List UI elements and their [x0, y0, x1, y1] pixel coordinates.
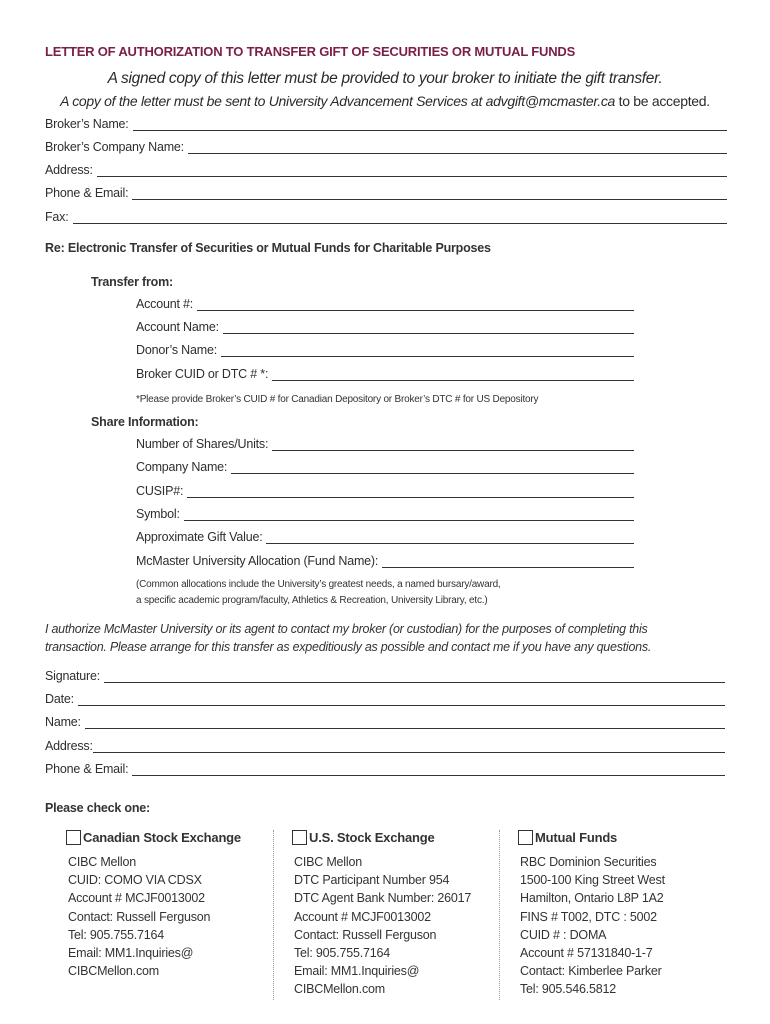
- date-field[interactable]: [45, 692, 725, 706]
- donor-address-field[interactable]: [45, 739, 725, 753]
- info-line: DTC Participant Number 954: [294, 873, 450, 888]
- field-label: Broker CUID or DTC # *:: [136, 367, 269, 381]
- field-label: Donor’s Name:: [136, 343, 217, 357]
- authorization-line2: transaction. Please arrange for this transfer as expeditiously as possible and contact me if you have any questions.: [45, 640, 652, 654]
- input-line[interactable]: [97, 167, 727, 177]
- account-name-field[interactable]: [136, 320, 634, 334]
- cusip-field[interactable]: [136, 484, 634, 498]
- shares-units-field[interactable]: [136, 437, 634, 451]
- field-label: Broker’s Company Name:: [45, 140, 184, 154]
- canadian-checkbox[interactable]: [66, 830, 81, 845]
- document-title: LETTER OF AUTHORIZATION TO TRANSFER GIFT OF SECURITIES OR MUTUAL FUNDS: [45, 44, 576, 59]
- info-line: CIBCMellon.com: [294, 982, 385, 997]
- input-line[interactable]: [104, 673, 725, 683]
- input-line[interactable]: [132, 766, 725, 776]
- input-line[interactable]: [132, 190, 727, 200]
- column-divider: [499, 830, 500, 1000]
- info-line: CIBC Mellon: [294, 855, 362, 869]
- input-line[interactable]: [93, 743, 725, 753]
- field-label: Date:: [45, 692, 74, 706]
- input-line[interactable]: [187, 488, 634, 498]
- mutual-funds-checkbox[interactable]: [518, 830, 533, 845]
- column-divider: [273, 830, 274, 1000]
- info-line: CIBCMellon.com: [68, 964, 159, 979]
- broker-name-field[interactable]: [45, 117, 727, 131]
- option-canadian: [66, 830, 241, 980]
- field-label: Company Name:: [136, 460, 228, 474]
- field-label: Phone & Email:: [45, 186, 129, 200]
- symbol-field[interactable]: [136, 507, 634, 521]
- info-line: Account # 57131840-1-7: [520, 946, 653, 961]
- broker-cuid-dtc-field[interactable]: [136, 367, 634, 381]
- info-line: Hamilton, Ontario L8P 1A2: [520, 891, 664, 906]
- field-label: Account Name:: [136, 320, 219, 334]
- info-line: DTC Agent Bank Number: 26017: [294, 891, 472, 906]
- broker-phone-email-field[interactable]: [45, 186, 727, 200]
- input-line[interactable]: [184, 511, 634, 521]
- field-label: Symbol:: [136, 507, 180, 521]
- transfer-from-heading: Transfer from:: [91, 275, 173, 289]
- field-label: Broker’s Name:: [45, 117, 129, 131]
- field-label: Fax:: [45, 210, 69, 224]
- copy-note-tail: to be accepted.: [615, 93, 710, 109]
- input-line[interactable]: [85, 719, 725, 729]
- input-line[interactable]: [73, 214, 727, 224]
- broker-fax-field[interactable]: [45, 210, 727, 224]
- re-heading: Re: Electronic Transfer of Securities or Mutual Funds for Charitable Purposes: [45, 241, 491, 255]
- subtitle: A signed copy of this letter must be provided to your broker to initiate the gift transfer.: [107, 70, 663, 87]
- broker-company-field[interactable]: [45, 140, 727, 154]
- info-line: 1500-100 King Street West: [520, 873, 665, 888]
- allocation-fund-field[interactable]: [136, 554, 634, 568]
- field-label: Name:: [45, 715, 81, 729]
- input-line[interactable]: [223, 324, 634, 334]
- input-line[interactable]: [231, 464, 634, 474]
- field-label: Number of Shares/Units:: [136, 437, 269, 451]
- us-checkbox[interactable]: [292, 830, 307, 845]
- allocation-note-line1: (Common allocations include the University’s greatest needs, a named bursary/award,: [136, 579, 501, 590]
- name-field[interactable]: [45, 715, 725, 729]
- info-line: CUID # : DOMA: [520, 927, 607, 942]
- cuid-note: *Please provide Broker’s CUID # for Canadian Depository or Broker’s DTC # for US Depository: [136, 394, 539, 405]
- input-line[interactable]: [78, 696, 725, 706]
- info-line: Email: MM1.Inquiries@: [294, 964, 420, 979]
- info-line: Tel: 905.546.5812: [520, 982, 616, 997]
- field-label: Phone & Email:: [45, 762, 129, 776]
- input-line[interactable]: [221, 347, 634, 357]
- input-line[interactable]: [382, 558, 634, 568]
- info-line: Tel: 905.755.7164: [68, 927, 164, 942]
- info-line: CUID: COMO VIA CDSX: [68, 873, 202, 888]
- gift-value-field[interactable]: [136, 530, 634, 544]
- account-number-field[interactable]: [136, 297, 634, 311]
- copy-note: [0, 93, 770, 109]
- input-line[interactable]: [272, 441, 634, 451]
- canadian-label: Canadian Stock Exchange: [83, 830, 241, 845]
- input-line[interactable]: [266, 534, 634, 544]
- info-line: CIBC Mellon: [68, 855, 136, 869]
- info-line: Contact: Russell Ferguson: [68, 909, 211, 924]
- info-line: RBC Dominion Securities: [520, 855, 657, 869]
- field-label: Approximate Gift Value:: [136, 530, 263, 544]
- info-line: Account # MCJF0013002: [68, 891, 205, 906]
- allocation-note-line2: a specific academic program/faculty, Athletics & Recreation, University Library, etc.): [136, 595, 488, 606]
- us-label: U.S. Stock Exchange: [309, 830, 435, 845]
- field-label: Account #:: [136, 297, 194, 311]
- input-line[interactable]: [133, 121, 727, 131]
- donor-phone-email-field[interactable]: [45, 762, 725, 776]
- mutual-funds-label: Mutual Funds: [535, 830, 618, 845]
- input-line[interactable]: [188, 144, 727, 154]
- info-line: Email: MM1.Inquiries@: [68, 946, 194, 961]
- field-label: Signature:: [45, 669, 100, 683]
- info-line: Contact: Kimberlee Parker: [520, 964, 662, 979]
- info-line: Contact: Russell Ferguson: [294, 927, 437, 942]
- field-label: CUSIP#:: [136, 484, 184, 498]
- check-heading: Please check one:: [45, 801, 150, 815]
- field-label: Address:: [45, 739, 93, 753]
- field-label: McMaster University Allocation (Fund Name):: [136, 554, 379, 568]
- input-line[interactable]: [272, 371, 634, 381]
- authorization-line1: I authorize McMaster University or its agent to contact my broker (or custodian) for the purposes of completing this: [45, 622, 648, 636]
- share-info-heading: Share Information:: [91, 415, 199, 429]
- option-us: [292, 830, 471, 999]
- input-line[interactable]: [197, 301, 634, 311]
- info-line: FINS # T002, DTC : 5002: [520, 909, 657, 924]
- option-mutual-funds: [518, 830, 665, 999]
- info-line: Account # MCJF0013002: [294, 909, 431, 924]
- signature-field[interactable]: [45, 669, 725, 683]
- copy-note-italic: A copy of the letter must be sent to University Advancement Services at advgift@mcmaster.ca: [60, 93, 616, 109]
- broker-address-field[interactable]: [45, 163, 727, 177]
- donor-name-field[interactable]: [136, 343, 634, 357]
- company-name-field[interactable]: [136, 460, 634, 474]
- field-label: Address:: [45, 163, 93, 177]
- info-line: Tel: 905.755.7164: [294, 946, 390, 961]
